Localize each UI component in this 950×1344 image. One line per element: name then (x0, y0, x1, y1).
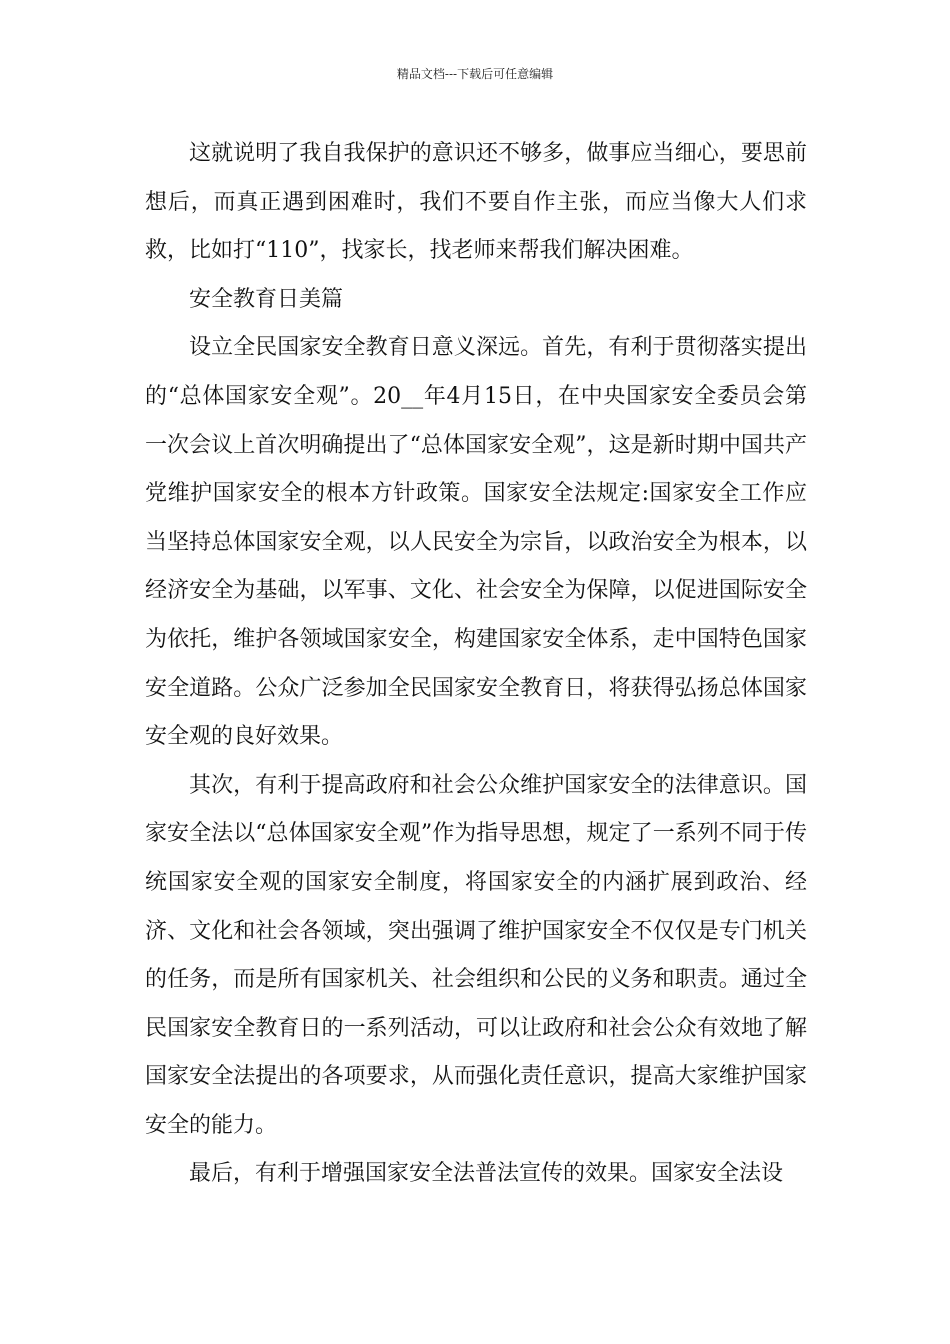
document-body (145, 130, 807, 1199)
paragraph-second-reason: 其次，有利于提高政府和社会公众维护国家安全的法律意识。国家安全法以“总体国家安全观”作为指导思想，规定了一系列不同于传统国家安全观的国家安全制度，将国家安全的内涵扩展到政治、经济、文化和社会各领域，突出强调了维护国家安全不仅仅是专门机关的任务，而是所有国家机关、社会组织和公民的义务和职责。通过全民国家安全教育日的一系列活动，可以让政府和社会公众有效地了解国家安全法提出的各项要求，从而强化责任意识，提高大家维护国家安全的能力。 (145, 772, 807, 1138)
paragraph-self-protection: 这就说明了我自我保护的意识还不够多，做事应当细心，要思前想后，而真正遇到困难时，我们不要自作主张，而应当像大人们求救，比如打“110”，找家长，找老师来帮我们解决困难。 (145, 141, 807, 264)
paragraph-third-reason: 最后，有利于增强国家安全法普法宣传的效果。国家安全法设 (189, 1161, 784, 1187)
section-heading: 安全教育日美篇 (189, 286, 344, 312)
page-header: 精品文档---下载后可任意编辑 (396, 67, 554, 81)
paragraph-first-reason: 设立全民国家安全教育日意义深远。首先，有利于贯彻落实提出的“总体国家安全观”。20__年4月15日，在中央国家安全委员会第一次会议上首次明确提出了“总体国家安全观”，这是新时期中国共产党维护国家安全的根本方针政策。国家安全法规定:国家安全工作应当坚持总体国家安全观，以人民安全为宗旨，以政治安全为根本，以经济安全为基础，以军事、文化、社会安全为保障，以促进国际安全为依托，维护各领域国家安全，构建国家安全体系，走中国特色国家安全道路。公众广泛参加全民国家安全教育日，将获得弘扬总体国家安全观的良好效果。 (145, 335, 807, 750)
